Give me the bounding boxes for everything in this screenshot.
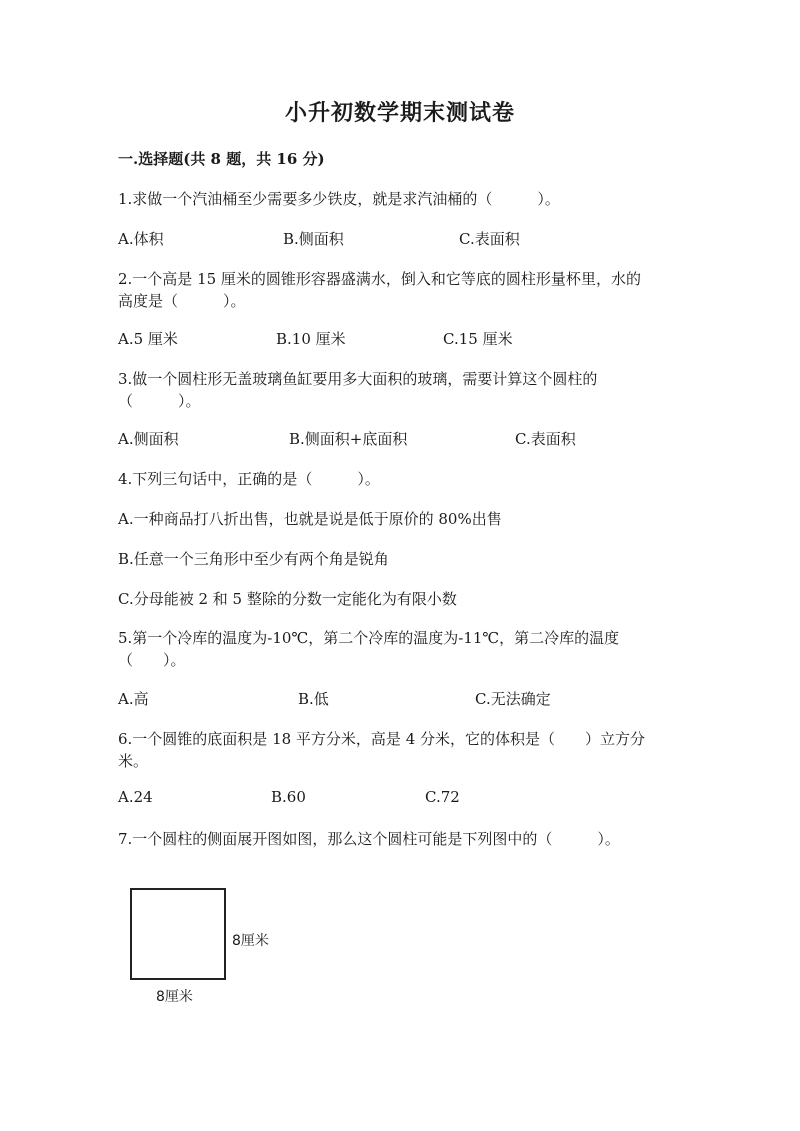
question-7-text: 7.一个圆柱的侧面展开图如图，那么这个圆柱可能是下列图中的（ ）。 — [118, 830, 620, 848]
question-1-option-a[interactable]: A.体积 — [118, 230, 164, 248]
question-6-option-b[interactable]: B.60 — [271, 788, 306, 806]
question-4-option-b[interactable]: B.任意一个三角形中至少有两个角是锐角 — [118, 550, 389, 568]
question-2-option-a[interactable]: A.5 厘米 — [118, 330, 178, 348]
question-5-option-b[interactable]: B.低 — [298, 690, 329, 708]
question-6-text-line2: 米。 — [118, 752, 149, 770]
question-6-option-c[interactable]: C.72 — [425, 788, 460, 806]
question-2-text-line2: 高度是（ ）。 — [118, 292, 246, 310]
question-3-option-a[interactable]: A.侧面积 — [118, 430, 179, 448]
question-2-option-c[interactable]: C.15 厘米 — [443, 330, 513, 348]
question-3-option-c[interactable]: C.表面积 — [515, 430, 576, 448]
question-1-option-b[interactable]: B.侧面积 — [283, 230, 344, 248]
question-3-text-line2: （ ）。 — [118, 392, 201, 410]
lateral-surface-square — [130, 888, 226, 980]
question-2-text-line1: 2.一个高是 15 厘米的圆锥形容器盛满水，倒入和它等底的圆柱形量杯里，水的 — [118, 270, 641, 288]
bottom-length-label: 8厘米 — [156, 989, 193, 1005]
question-5-text-line1: 5.第一个冷库的温度为-10℃，第二个冷库的温度为-11℃，第二冷库的温度 — [118, 629, 620, 647]
question-3-text-line1: 3.做一个圆柱形无盖玻璃鱼缸要用多大面积的玻璃，需要计算这个圆柱的 — [118, 370, 598, 388]
question-1-option-c[interactable]: C.表面积 — [459, 230, 520, 248]
cylinder-net-figure — [128, 886, 328, 1016]
question-4-option-c[interactable]: C.分母能被 2 和 5 整除的分数一定能化为有限小数 — [118, 590, 457, 608]
side-length-label: 8厘米 — [232, 933, 269, 949]
question-5-text-line2: （ ）。 — [118, 651, 186, 669]
question-5-option-a[interactable]: A.高 — [118, 690, 149, 708]
question-4-option-a[interactable]: A.一种商品打八折出售，也就是说是低于原价的 80%出售 — [118, 510, 502, 528]
question-3-option-b[interactable]: B.侧面积+底面积 — [289, 430, 408, 448]
section-heading: 一.选择题(共 8 题，共 16 分) — [118, 150, 325, 168]
page-title: 小升初数学期末测试卷 — [284, 100, 515, 126]
question-5-option-c[interactable]: C.无法确定 — [475, 690, 551, 708]
question-6-option-a[interactable]: A.24 — [118, 788, 153, 806]
question-2-option-b[interactable]: B.10 厘米 — [276, 330, 346, 348]
question-6-text-line1: 6.一个圆锥的底面积是 18 平方分米，高是 4 分米，它的体积是（ ）立方分 — [118, 730, 646, 748]
question-1-text: 1.求做一个汽油桶至少需要多少铁皮，就是求汽油桶的（ ）。 — [118, 190, 560, 208]
question-4-text: 4.下列三句话中，正确的是（ ）。 — [118, 470, 380, 488]
